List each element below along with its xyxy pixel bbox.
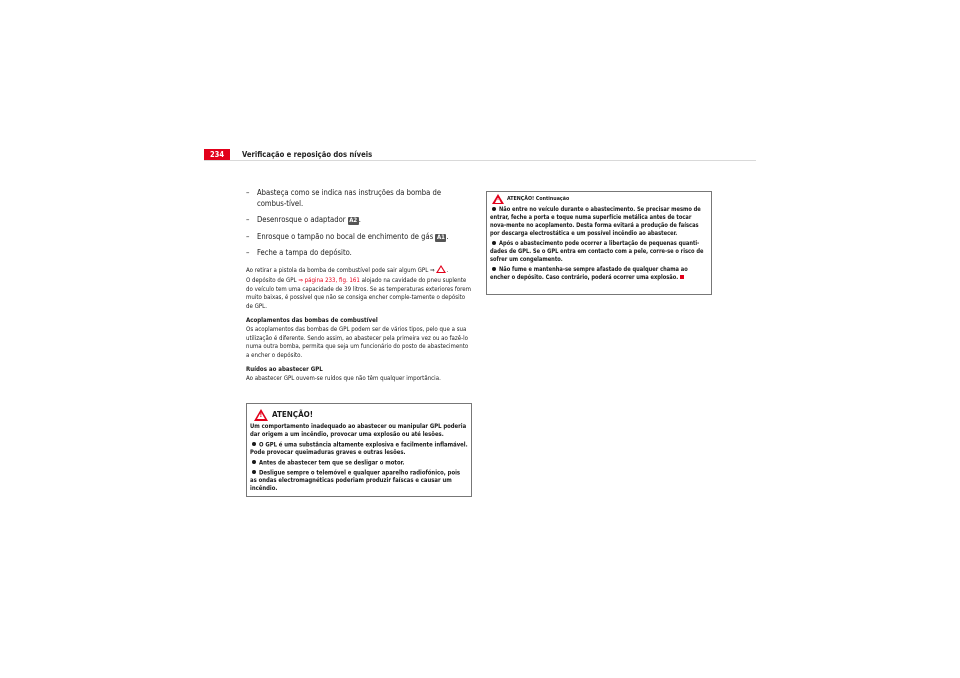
warning-triangle-icon	[254, 409, 268, 421]
page-reference-link[interactable]: ⇒ página 233, fig. 161	[298, 277, 360, 285]
warning-bullet: Não fume e mantenha-se sempre afastado de qualquer chama ao encher o depósito. Caso contrário, poderá ocorrer uma explosão.	[490, 267, 688, 281]
page-header	[204, 149, 756, 160]
warning-title: ATENÇÃO!	[272, 410, 314, 419]
bullet-icon	[252, 460, 256, 464]
warning-box	[246, 403, 472, 497]
warning-title: ATENÇÃO! Continuação	[507, 196, 570, 202]
paragraph: O depósito de GPL ⇒ página 233, fig. 161 alojado na cavidade do pneu suplente do veículo tem uma capacidade de 39 litros. Se as temperaturas exteriores forem muito baixas, é possível que não se consiga encher comple-tamente o depósito de GPL.	[246, 277, 471, 310]
warning-body	[247, 424, 471, 494]
left-column	[246, 188, 472, 386]
warning-bullet: Após o abastecimento pode ocorrer a libertação de pequenas quanti-dades de GPL. Se o GPL entra em contacto com a pele, corre-se o risco de sofrer um congelamento.	[490, 241, 704, 263]
warning-bullet: O GPL é uma substância altamente explosiva e facilmente inflamável. Pode provocar queimaduras graves e outras lesões.	[250, 442, 468, 456]
warning-continued-box	[486, 191, 712, 295]
warning-header	[487, 192, 711, 206]
bullet-icon	[492, 241, 496, 245]
end-of-section-icon	[680, 275, 684, 279]
page-title: Verificação e reposição dos níveis	[242, 150, 373, 159]
bullet-icon	[492, 267, 496, 271]
warning-bullet: Desligue sempre o telemóvel e qualquer aparelho radiofónico, pois as ondas electromagnéticas poderiam produzir faíscas e causar um incêndio.	[250, 470, 461, 493]
warning-intro: Um comportamento inadequado ao abastecer ou manipular GPL poderia dar origem a um incêndio, provocar uma explosão ou até lesões.	[250, 424, 467, 438]
bullet-icon	[492, 207, 496, 211]
section-heading: Acoplamentos das bombas de combustível	[246, 317, 378, 325]
paragraph: Os acoplamentos das bombas de GPL podem ser de vários tipos, pelo que a sua utilização é diferente. Sendo assim, ao abastecer pela primeira vez ou ao fazê-lo numa outra bomba, permita que seja um funcionário do posto de abastecimento a encher o depósito.	[246, 326, 469, 359]
warning-bullet: Não entre no veículo durante o abastecimento. Se precisar mesmo de entrar, feche a porta e toque numa superfície metálica antes de tocar nova-mente no acoplamento. Desta forma evitará a produção de faíscas por descarga electrostática e um possível incêndio ao abastecer.	[490, 207, 701, 237]
warning-triangle-icon	[492, 194, 504, 204]
warning-triangle-icon	[436, 265, 446, 273]
step-item: – Desenrosque o adaptador A2 .	[246, 215, 361, 224]
paragraph: Ao retirar a pistola da bomba de combustível pode sair algum GPL ⇒ .	[246, 266, 449, 274]
step-item: – Enrosque o tampão no bocal de enchimento de gás A1 .	[246, 231, 449, 241]
paragraph: Ao abastecer GPL ouvem-se ruídos que não têm qualquer importância.	[246, 375, 441, 383]
warning-body	[487, 206, 711, 282]
bullet-icon	[252, 470, 256, 474]
callout-badge: A1	[436, 233, 445, 241]
header-divider	[204, 160, 756, 161]
bullet-icon	[252, 442, 256, 446]
step-item: – Feche a tampa do depósito.	[246, 248, 352, 257]
section-heading: Ruídos ao abastecer GPL	[246, 366, 323, 374]
callout-badge: A2	[349, 217, 358, 224]
page-number: 234	[204, 149, 230, 160]
warning-header	[247, 404, 471, 424]
step-item: – Abasteça como se indica nas instruções da bomba de combus-tível.	[246, 188, 442, 208]
warning-bullet: Antes de abastecer tem que se desligar o motor.	[250, 460, 468, 468]
